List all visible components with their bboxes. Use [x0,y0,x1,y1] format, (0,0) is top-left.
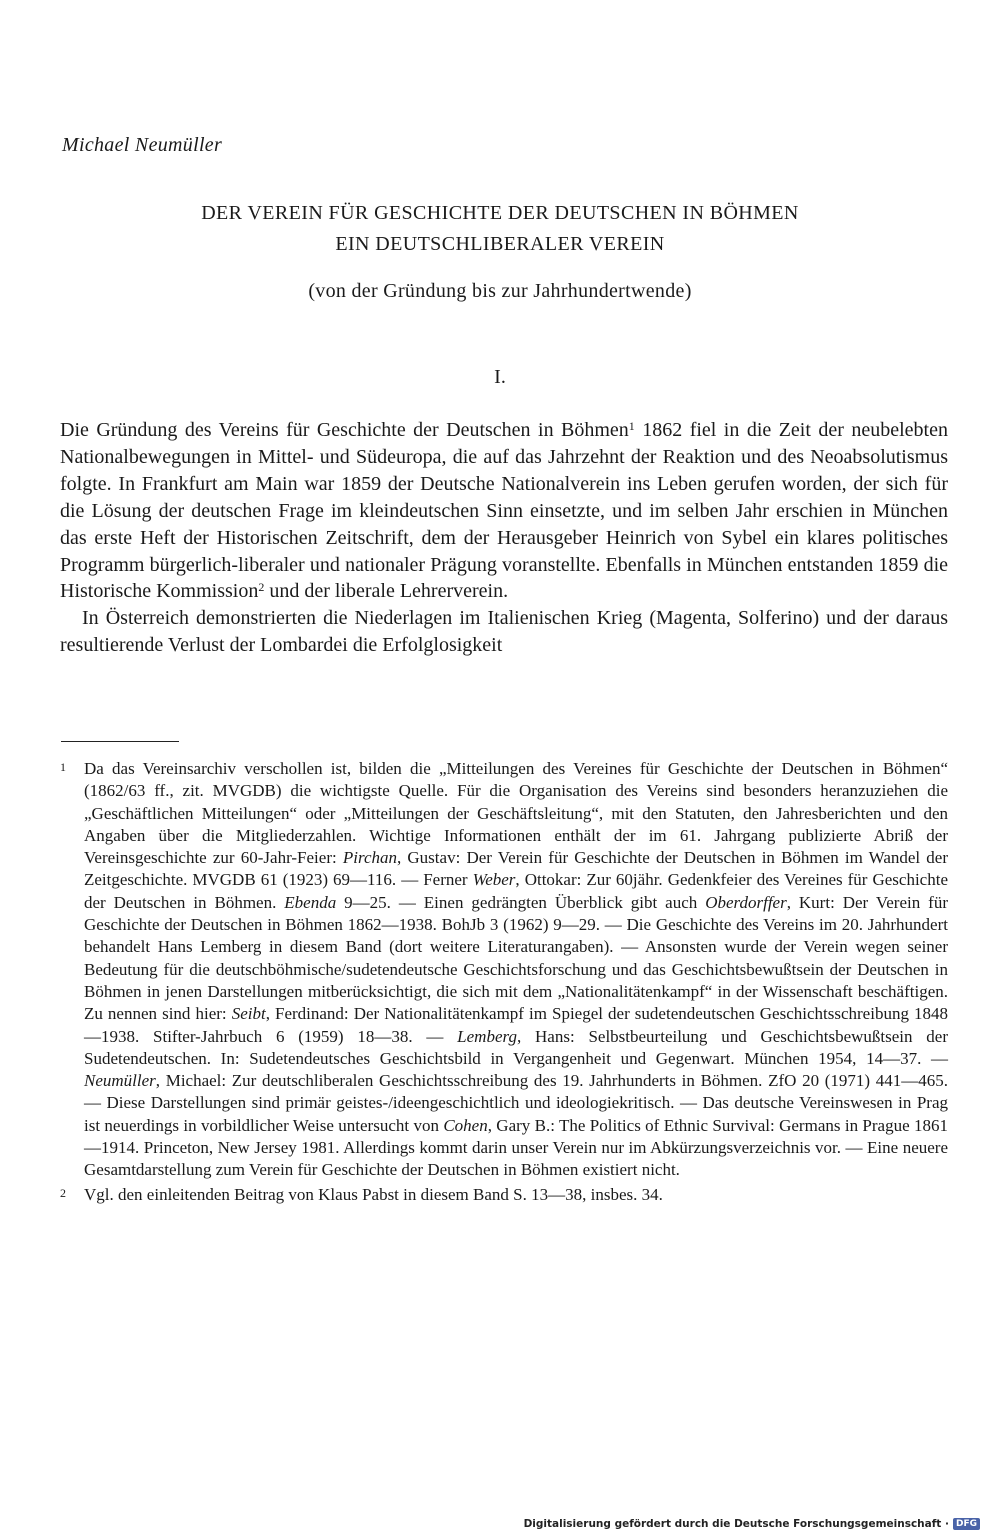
ebenda-ref: Ebenda [284,892,337,912]
footnote-segment: , Ottokar: Zur 60jähr. Gedenkfeier des Vereines für Geschichte der Deutschen in Böhmen. [84,870,948,912]
footnote-divider [61,741,179,742]
title-line-1: DER VEREIN FÜR GESCHICHTE DER DEUTSCHEN IN BÖHMEN [201,202,799,224]
footnote-segment: Da das Vereinsarchiv verschollen ist, bilden die „Mitteilungen des Vereines für Geschichte der Deutschen in Böhmen“ (1862/63 ff., zit. MVGDB) die wichtigste Quelle. Für die Organisation des Vereins sind besonders heranzuziehen die „Geschäftlichen Mitteilungen“ oder „Mitteilungen der Geschäftsleitung“, mit den Statuten, den Jahresberichten und den Angaben über die Mitgliederzahlen. Wichtige Informationen enthält der im 61. Jahrgang publizierte Abriß der Vereinsgeschichte zur 60-Jahr-Feier: [84,759,948,868]
article-subtitle: (von der Gründung bis zur Jahrhundertwende) [308,280,692,302]
paragraph-text: und der liberale Lehrerverein. [264,580,509,603]
footnote-number: 1 [60,760,66,774]
footnote-segment: , Hans: Selbstbeurteilung und Geschichtsbewußtsein der Sudetendeutschen. In: Sudetendeutsches Geschichtsbild in Vergangenheit und Gegenwart. München 1954, 14—37. — [84,1026,948,1068]
footnote-2 [60,1184,948,1206]
author-surname: Cohen [443,1115,488,1135]
footnote-segment: 9—25. — Einen gedrängten Überblick gibt auch [336,892,706,912]
author-surname: Neumüller [84,1071,156,1091]
digitization-credit [524,1518,980,1530]
author-surname: Pirchan [342,848,397,868]
author-name: Michael Neumüller [62,134,223,156]
dfg-logo: DFG [953,1518,980,1530]
author-surname: Oberdorffer [705,892,787,912]
footnotes [60,758,948,1206]
footnote-segment: , Gustav: Der Verein für Geschichte der Deutschen in Böhmen im Wandel der Zeitgeschichte. MVGDB 61 (1923) 69—116. — Ferner [84,848,949,890]
footnote-segment: , Ferdinand: Der Nationalitätenkampf im Spiegel der sudetendeutschen Geschichtsschreibung 1848—1938. Stifter-Jahrbuch 6 (1959) 18—38. — [84,1004,948,1046]
author-surname: Seibt [231,1004,266,1024]
article-title [60,198,940,260]
body-text [60,417,948,659]
footnote-segment: , Gary B.: The Politics of Ethnic Survival: Germans in Prague 1861—1914. Princeton, New Jersey 1981. Allerdings kommt darin unser Verein nur im Abkürzungsverzeichnis vor. — Eine neuere Gesamtdarstellung zum Verein für Geschichte der Deutschen in Böhmen existiert nicht. [84,1115,948,1180]
paragraph-text: Die Gründung des Vereins für Geschichte der Deutschen in Böhmen [60,419,629,441]
credit-text: Digitalisierung gefördert durch die Deutsche Forschungsgemeinschaft · [523,1518,949,1530]
footnote-ref-2[interactable]: 2 [258,580,265,595]
footnote-segment: , Kurt: Der Verein für Geschichte der Deutschen in Böhmen 1862—1938. BohJb 3 (1962) 9—29. — Die Geschichte des Vereins im 20. Jahrhundert behandelt Hans Lemberg in diesem Band (dort weitere Literaturangaben). — Ansonsten wurde der Verein wegen seiner Bedeutung für die deutschböhmische/sudetendeutsche Geschichtsforschung und das Geschichtsbewußtsein der Deutschen in Böhmen in jenen Darstellungen mitberücksichtigt, die sich mit dem „Nationalitätenkampf“ in der Wissenschaft beschäftigen. Zu nennen sind hier: [84,892,948,1024]
author-surname: Weber [472,870,516,890]
footnote-text: Vgl. den einleitenden Beitrag von Klaus Pabst in diesem Band S. 13—38, insbes. 34. [84,1184,663,1204]
paragraph-2: In Österreich demonstrierten die Niederlagen im Italienischen Krieg (Magenta, Solferino) und der daraus resultierende Verlust der Lombardei die Erfolglosigkeit [60,607,948,657]
footnote-1 [60,758,948,1182]
paragraph-text: 1862 fiel in die Zeit der neubelebten Nationalbewegungen in Mittel- und Südeuropa, die auf das Jahrzehnt der Reaktion und des Neoabsolutismus folgte. In Frankfurt am Main war 1859 der Deutsche Nationalverein ins Leben gerufen worden, der sich für die Lösung der deutschen Frage im kleindeutschen Sinn einsetzte, und im selben Jahr erschien in München das erste Heft der Historischen Zeitschrift, dem der Herausgeber Heinrich von Sybel ein klares politisches Programm bürgerlich-liberaler und nationaler Prägung voranstellte. Ebenfalls in München entstanden 1859 die Historische Kommission [60,419,948,603]
author-surname: Lemberg [457,1026,517,1046]
footnote-text [84,758,948,1182]
footnote-segment: , Michael: Zur deutschliberalen Geschichtsschreibung des 19. Jahrhunderts in Böhmen. ZfO 20 (1971) 441—465. — Diese Darstellungen sind primär geistes-/ideengeschichtlich und ideologiekritisch. — Das deutsche Vereinswesen in Prag ist neuerdings in vorbildlicher Weise untersucht von [84,1071,948,1135]
footnote-ref-1[interactable]: 1 [628,419,635,433]
title-line-2: EIN DEUTSCHLIBERALER VEREIN [335,233,665,255]
footnote-number: 2 [60,1185,66,1200]
paragraph-1 [60,417,948,605]
section-number: I. [494,366,506,388]
